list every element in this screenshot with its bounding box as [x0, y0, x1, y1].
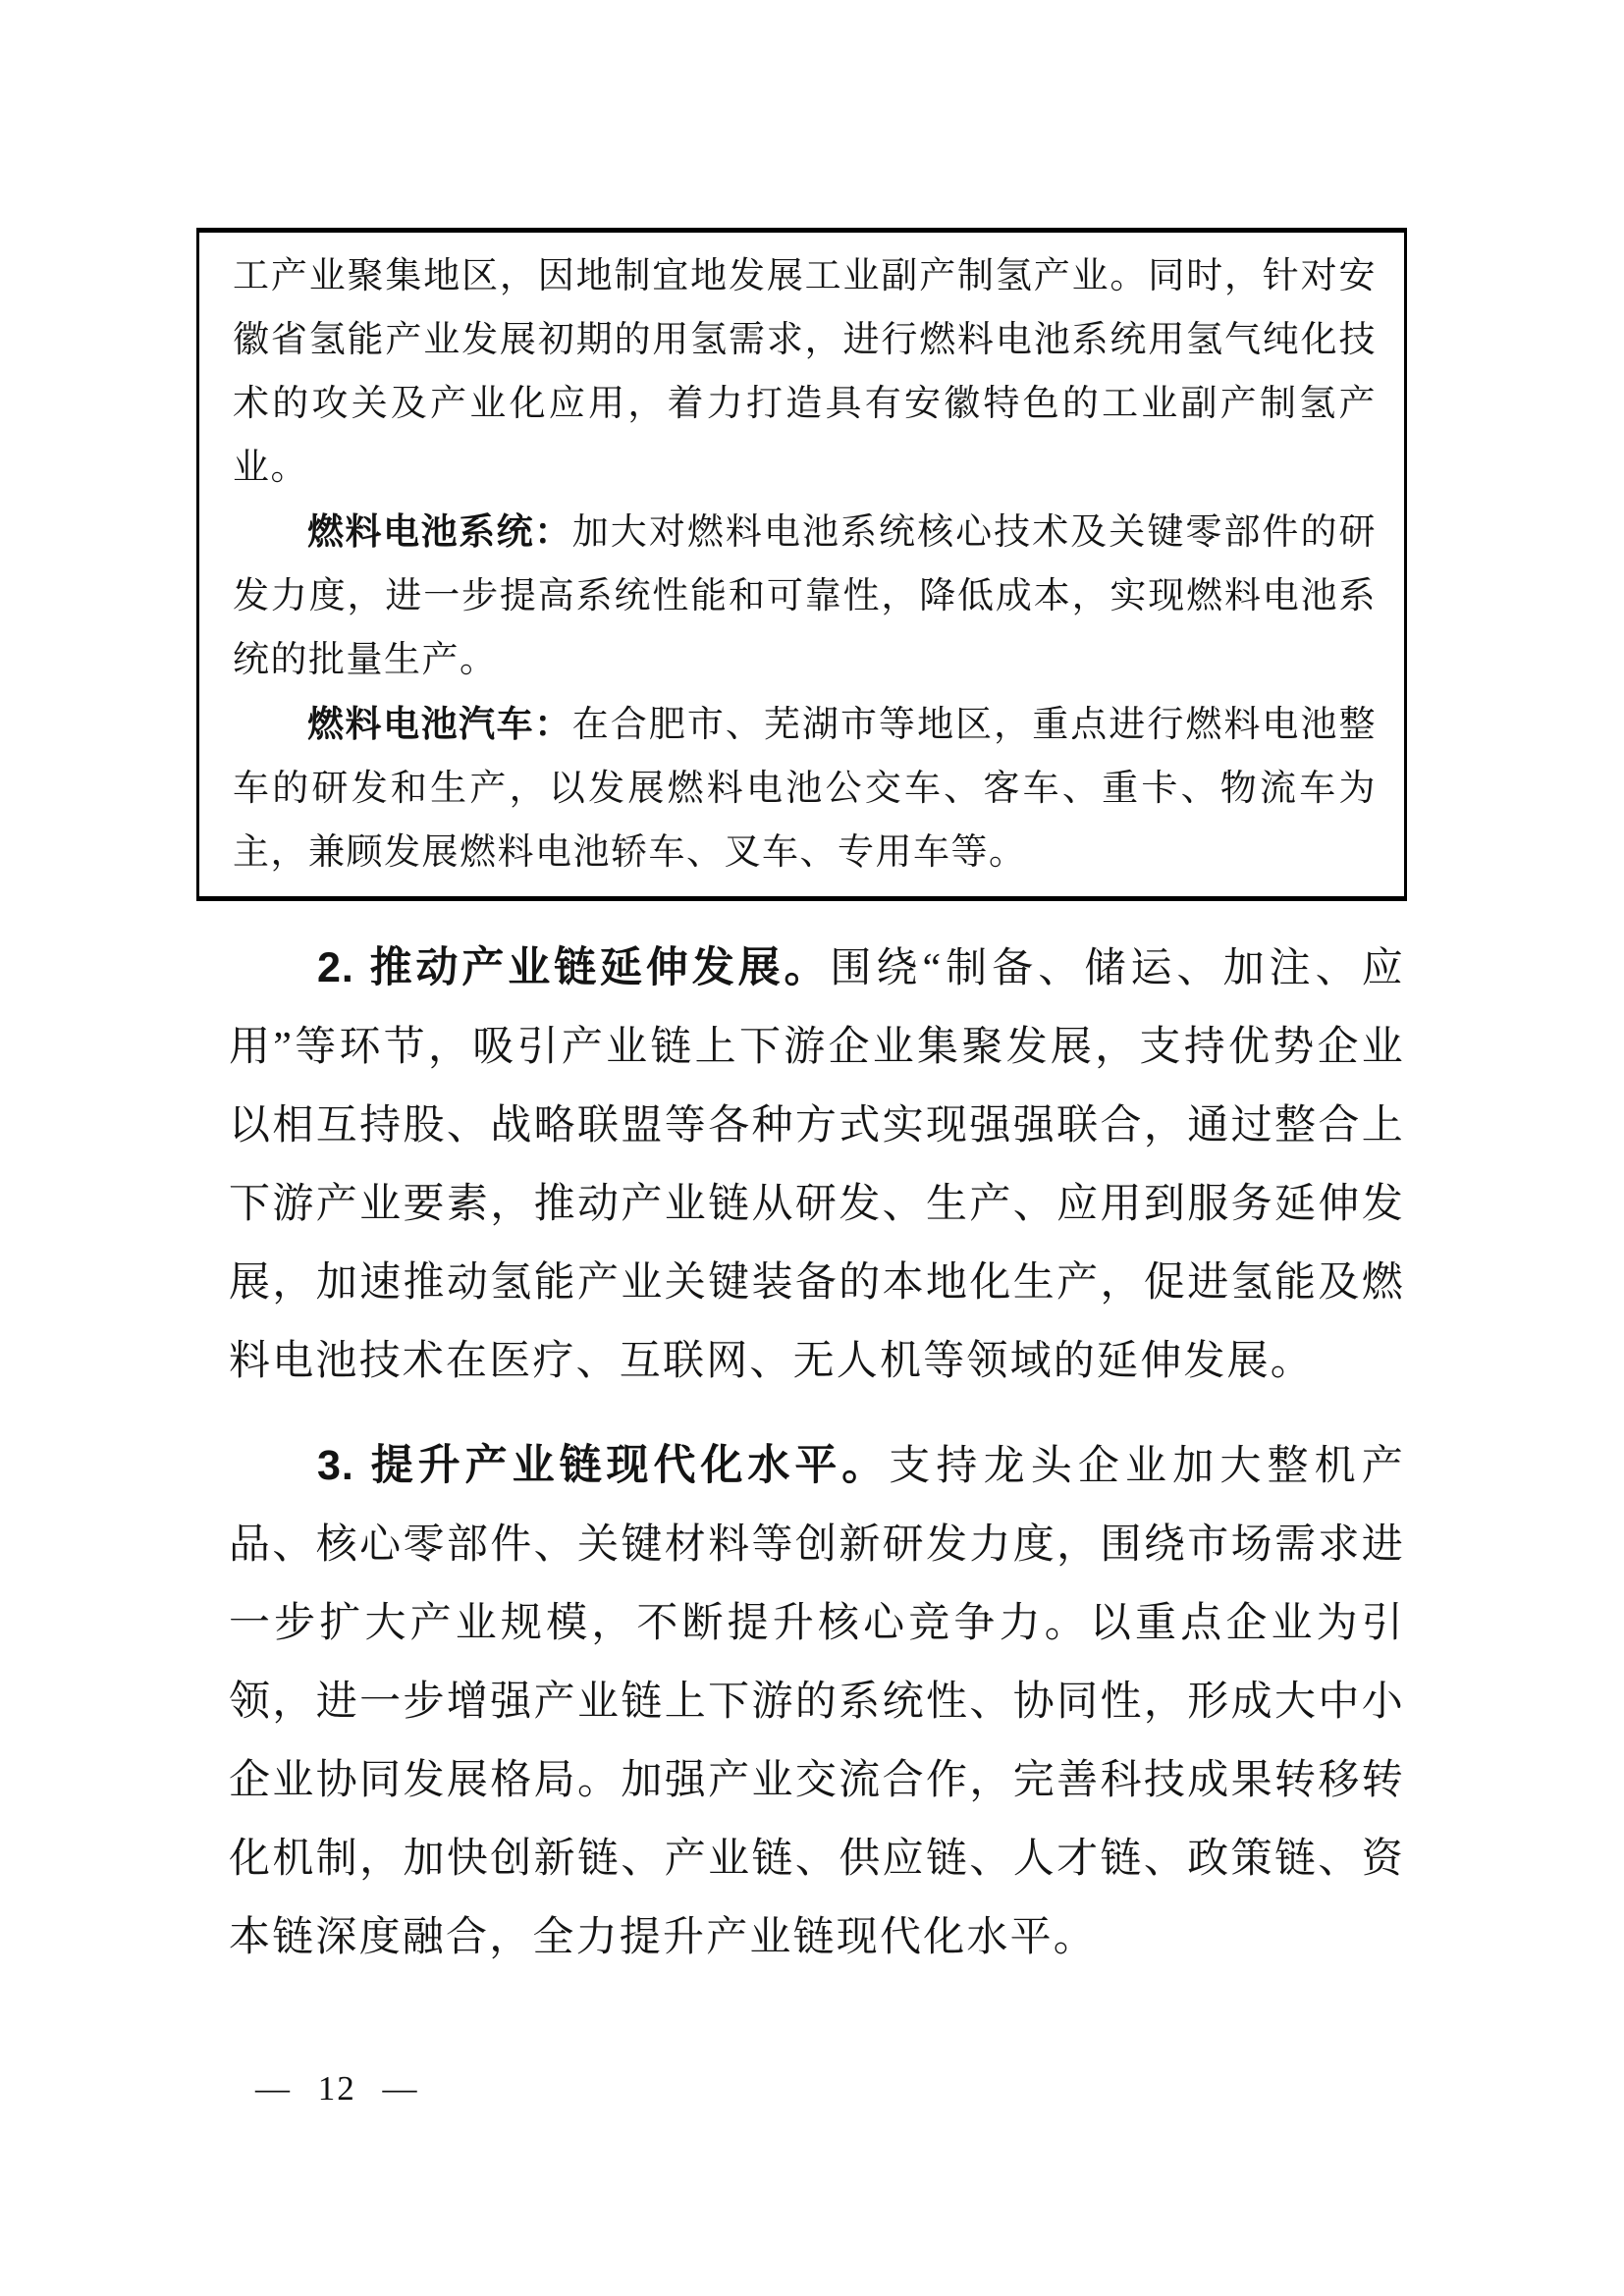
- page-footer: [255, 2069, 419, 2109]
- paragraph-lead: 燃料电池系统：: [307, 511, 572, 552]
- page-number: — 12 —: [255, 2069, 419, 2108]
- paragraph-text: 围绕“制备、储运、加注、应用”等环节，吸引产业链上下游企业集聚发展，支持优势企业以相互持股、战略联盟等各种方式实现强强联合，通过整合上下游产业要素，推动产业链从研发、生产、应用到服务延伸发展，加速推动氢能产业关键装备的本地化生产，促进氢能及燃料电池技术在医疗、互联网、无人机等领域的延伸发展。: [229, 946, 1405, 1384]
- paragraph-text: 在合肥市、芜湖市等地区，重点进行燃料电池整车的研发和生产，以发展燃料电池公交车、客车、重卡、物流车为主，兼顾发展燃料电池轿车、叉车、专用车等。: [233, 705, 1378, 873]
- paragraph-text: 加大对燃料电池系统核心技术及关键零部件的研发力度，进一步提高系统性能和可靠性，降低成本，实现燃料电池系统的批量生产。: [233, 512, 1378, 680]
- paragraph-lead: 3. 提升产业链现代化水平。: [317, 1442, 890, 1489]
- boxed-paragraph-fuel-cell-system: [233, 500, 1377, 692]
- body-text-block: [229, 929, 1405, 1977]
- body-paragraph-3: [229, 1426, 1405, 1977]
- paragraph-text: 支持龙头企业加大整机产品、核心零部件、关键材料等创新研发力度，围绕市场需求进一步扩大产业规模，不断提升核心竞争力。以重点企业为引领，进一步增强产业链上下游的系统性、协同性，形成大中小企业协同发展格局。加强产业交流合作，完善科技成果转移转化机制，加快创新链、产业链、供应链、人才链、政策链、资本链深度融合，全力提升产业链现代化水平。: [229, 1444, 1406, 1960]
- paragraph-lead: 燃料电池汽车：: [307, 704, 572, 744]
- body-paragraph-2: [229, 929, 1405, 1401]
- paragraph-lead: 2. 推动产业链延伸发展。: [317, 944, 831, 991]
- paragraph-text: 工产业聚集地区，因地制宜地发展工业副产制氢产业。同时，针对安徽省氢能产业发展初期的用氢需求，进行燃料电池系统用氢气纯化技术的攻关及产业化应用，着力打造具有安徽特色的工业副产制氢产业。: [233, 256, 1377, 488]
- boxed-paragraph-fuel-cell-vehicle: [233, 692, 1377, 884]
- boxed-paragraph-continuation: [233, 244, 1377, 500]
- highlight-box: [196, 228, 1407, 901]
